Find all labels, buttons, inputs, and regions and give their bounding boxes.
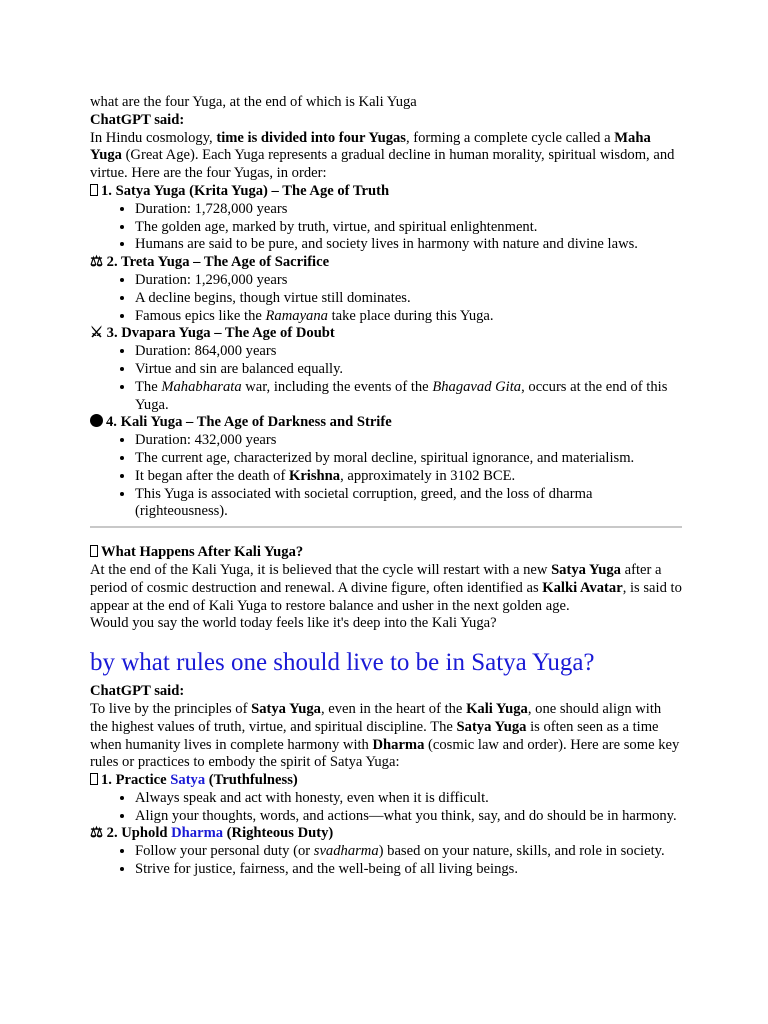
list-item: • The current age, characterized by moral decline, spiritual ignorance, and materialism. — [135, 450, 682, 468]
list-item: • Duration: 1,728,000 years — [135, 201, 682, 219]
crossed-swords-icon: ⚔ — [90, 325, 104, 342]
speaker-label: ChatGPT said: — [90, 111, 185, 128]
list-item: • Humans are said to be pure, and society lives in harmony with nature and divine laws. — [135, 236, 682, 254]
black-circle-icon — [90, 414, 103, 427]
list-item: • This Yuga is associated with societal corruption, greed, and the loss of dharma (righteousness). — [135, 486, 682, 522]
scales-icon: ⚖ — [90, 254, 104, 271]
intro-paragraph-2: To live by the principles of Satya Yuga, even in the heart of the Kali Yuga, one should align with the highest values of truth, virtue, and spiritual discipline. The Satya Yuga is often seen as a time when humanity lives in complete harmony with Dharma (cosmic law and order). Here are some key rules or practices to embody the spirit of Satya Yuga: — [90, 700, 680, 771]
list-item: • The golden age, marked by truth, virtue, and spiritual enlightenment. — [135, 219, 682, 237]
yuga-list-kali — [90, 432, 682, 521]
after-kali-paragraph: At the end of the Kali Yuga, it is believed that the cycle will restart with a new Satya Yuga after a period of cosmic destruction and renewal. A divine figure, often identified as Kalki Avatar, is said to appear at the end of Kali Yuga to restore balance and usher in the next golden age. — [90, 561, 682, 614]
user-question: what are the four Yuga, at the end of which is Kali Yuga — [90, 94, 417, 110]
yuga-heading-satya: 1. Satya Yuga (Krita Yuga) – The Age of Truth — [90, 183, 682, 201]
list-item: • Always speak and act with honesty, even when it is difficult. — [135, 790, 682, 808]
yuga-list-treta — [90, 272, 682, 325]
user-question-2: by what rules one should live to be in Satya Yuga? — [90, 649, 595, 677]
list-item: • Duration: 1,296,000 years — [135, 272, 682, 290]
yuga-heading-dvapara: ⚔ 3. Dvapara Yuga – The Age of Doubt — [90, 325, 335, 342]
list-item: • Virtue and sin are balanced equally. — [135, 361, 682, 379]
list-item: • It began after the death of Krishna, approximately in 3102 BCE. — [135, 468, 682, 486]
rule-list-dharma — [90, 843, 682, 879]
list-item: • Duration: 864,000 years — [135, 343, 682, 361]
yuga-list-dvapara — [90, 343, 682, 414]
list-item: • The Mahabharata war, including the events of the Bhagavad Gita, occurs at the end of this Yuga. — [135, 379, 682, 415]
yuga-list-satya — [90, 201, 682, 254]
list-item: • Align your thoughts, words, and actions—what you think, say, and do should be in harmony. — [135, 808, 682, 826]
box-glyph-icon — [90, 184, 98, 196]
list-item: • A decline begins, though virtue still dominates. — [135, 290, 682, 308]
yuga-heading-treta: ⚖ 2. Treta Yuga – The Age of Sacrifice — [90, 254, 330, 271]
speaker-label-2: ChatGPT said: — [90, 683, 185, 700]
rule-heading-satya: 1. Practice Satya (Truthfulness) — [90, 772, 682, 790]
list-item: • Duration: 432,000 years — [135, 432, 682, 450]
satya-link[interactable]: Satya — [170, 772, 206, 789]
yuga-heading-kali: 4. Kali Yuga – The Age of Darkness and Strife — [90, 414, 682, 432]
intro-paragraph: In Hindu cosmology, time is divided into four Yugas, forming a complete cycle called a Maha Yuga (Great Age). Each Yuga represents a gradual decline in human morality, spiritual wisdom, and virtue. Here are the four Yugas, in order: — [90, 129, 675, 182]
list-item: • Strive for justice, fairness, and the well-being of all living beings. — [135, 861, 682, 879]
list-item: • Follow your personal duty (or svadharma) based on your nature, skills, and role in society. — [135, 843, 682, 861]
rule-list-satya — [90, 790, 682, 826]
box-glyph-icon — [90, 545, 98, 557]
scales-icon: ⚖ — [90, 825, 104, 842]
rule-heading-dharma: ⚖ 2. Uphold Dharma (Righteous Duty) — [90, 825, 334, 842]
document-page — [90, 94, 682, 879]
list-item: • Famous epics like the Ramayana take place during this Yuga. — [135, 308, 682, 326]
dharma-link[interactable]: Dharma — [171, 825, 224, 842]
after-kali-heading: What Happens After Kali Yuga? — [90, 544, 682, 562]
section-divider — [90, 526, 682, 528]
followup-question: Would you say the world today feels like it's deep into the Kali Yuga? — [90, 615, 497, 632]
box-glyph-icon — [90, 773, 98, 785]
